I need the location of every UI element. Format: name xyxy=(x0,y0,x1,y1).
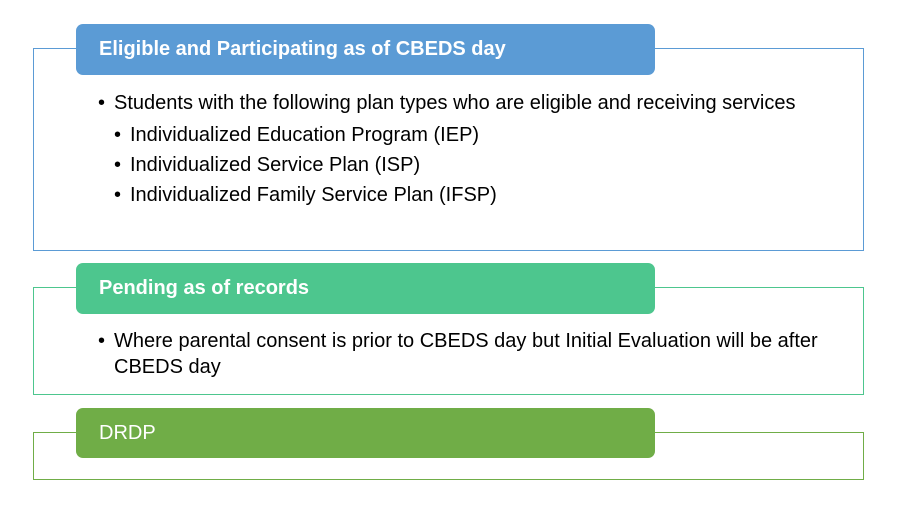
bullet-dot-icon: • xyxy=(114,184,122,206)
sub-bullet-text: Individualized Family Service Plan (IFSP) xyxy=(130,184,497,206)
section-eligible-heading xyxy=(76,24,655,75)
section-eligible-bullets xyxy=(98,90,818,210)
bullet-dot-icon: • xyxy=(98,92,106,114)
sub-bullet-item xyxy=(98,120,818,150)
bullet-text: Where parental consent is prior to CBEDS day but Initial Evaluation will be after CBEDS day xyxy=(114,330,818,378)
bullet-item xyxy=(98,328,818,380)
bullet-dot-icon: • xyxy=(114,154,122,176)
sub-bullet-text: Individualized Service Plan (ISP) xyxy=(130,154,421,176)
section-pending-heading xyxy=(76,263,655,314)
section-drdp-heading-text: DRDP xyxy=(99,421,156,444)
sub-bullet-text: Individualized Education Program (IEP) xyxy=(130,124,480,146)
bullet-item xyxy=(98,90,818,116)
section-eligible-heading-text: Eligible and Participating as of CBEDS day xyxy=(99,38,506,60)
bullet-dot-icon: • xyxy=(98,330,106,352)
sub-bullet-item xyxy=(98,180,818,210)
section-pending-heading-text: Pending as of records xyxy=(99,277,310,299)
section-drdp-heading xyxy=(76,408,655,458)
bullet-text: Students with the following plan types who are eligible and receiving services xyxy=(114,92,796,114)
sub-bullet-list xyxy=(98,120,818,210)
sub-bullet-item xyxy=(98,150,818,180)
bullet-dot-icon: • xyxy=(114,124,122,146)
section-pending-bullets xyxy=(98,328,818,380)
